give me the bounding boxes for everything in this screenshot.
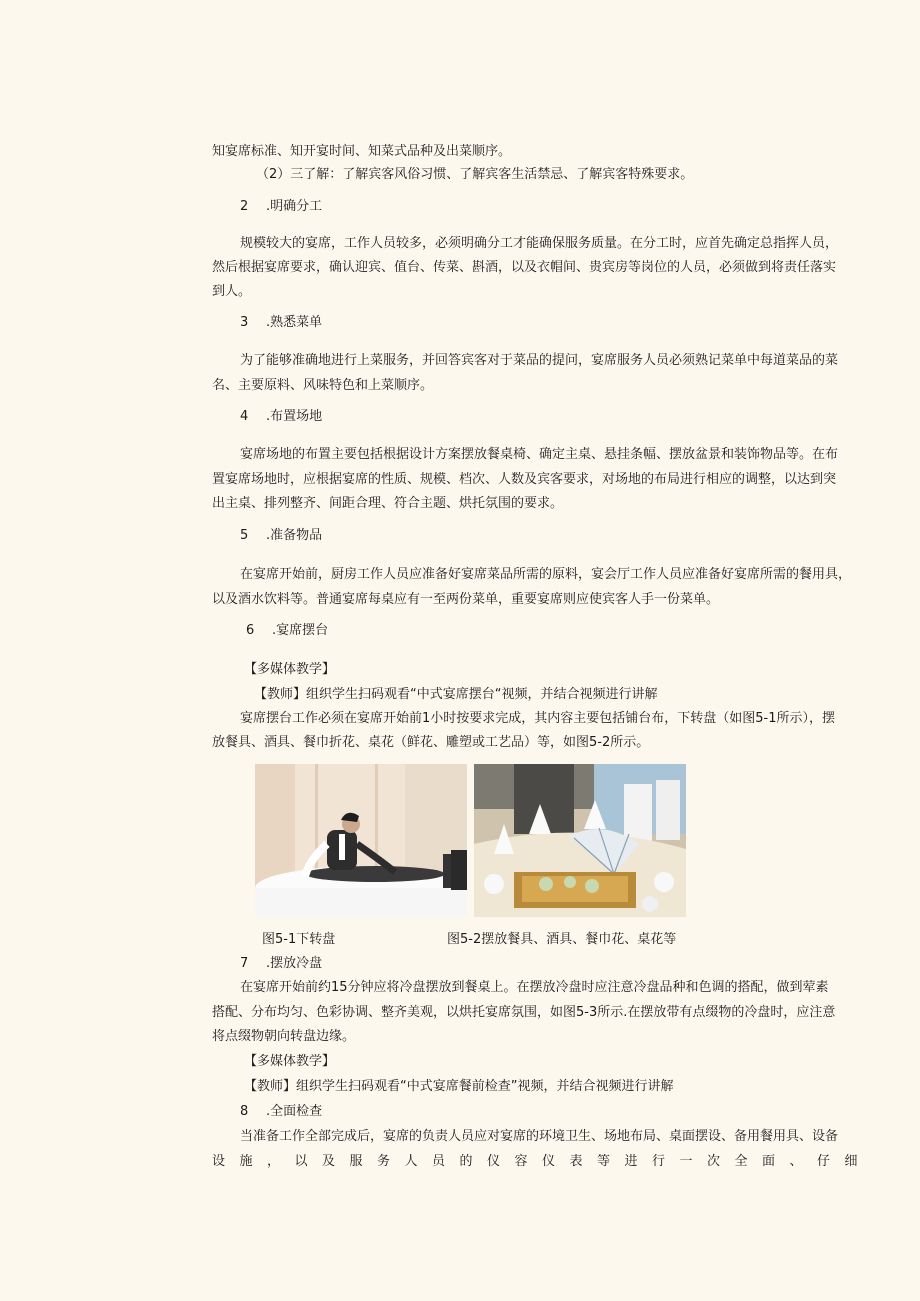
- text-line: 搭配、分布均匀、色彩协调、整齐美观，以烘托宴席氛围，如图5-3所示.在摆放带有点缀物的冷盘时，应注意: [212, 1005, 836, 1020]
- text-line: 宴席场地的布置主要包括根据设计方案摆放餐桌椅、确定主桌、悬挂条幅、摆放盆景和装饰物品等。在布: [240, 447, 839, 462]
- section-number: 8: [240, 1104, 249, 1119]
- section-title: .熟悉菜单: [266, 315, 323, 330]
- section-heading-5: [240, 527, 322, 545]
- text-line: 放餐具、酒具、餐巾折花、桌花（鲜花、雕塑或工艺品）等，如图5-2所示。: [212, 735, 650, 750]
- section-heading-4: [240, 408, 322, 426]
- section-heading-8: [240, 1103, 322, 1121]
- text-line: 在宴席开始前约15分钟应将冷盘摆放到餐桌上。在摆放冷盘时应注意冷盘品种和色调的搭配，做到荤素: [240, 980, 829, 995]
- section-heading-2: [240, 198, 322, 216]
- section-number: 5: [240, 528, 249, 543]
- section-number: 6: [246, 623, 255, 638]
- section-title: .明确分工: [266, 199, 323, 214]
- section-heading-6: [246, 622, 328, 640]
- text-line: 规模较大的宴席，工作人员较多，必须明确分工才能确保服务质量。在分工时，应首先确定总指挥人员，: [240, 236, 839, 251]
- text-line: 名、主要原料、风味特色和上菜顺序。: [212, 378, 434, 393]
- section-title: .全面检查: [266, 1104, 323, 1119]
- figure-5-1-image: [255, 764, 467, 917]
- section-title: .布置场地: [266, 409, 323, 424]
- multimedia-label: 【多媒体教学】: [244, 1054, 336, 1069]
- text-line: （2）三了解：了解宾客风俗习惯、了解宾客生活禁忌、了解宾客特殊要求。: [256, 167, 694, 182]
- multimedia-label: 【多媒体教学】: [244, 662, 336, 677]
- teacher-note: 【教师】组织学生扫码观看“中式宴席餐前检查”视频，并结合视频进行讲解: [244, 1079, 674, 1094]
- text-line: 为了能够准确地进行上菜服务，并回答宾客对于菜品的提问，宴席服务人员必须熟记菜单中每道菜品的菜: [240, 353, 839, 368]
- section-title: .摆放冷盘: [266, 956, 323, 971]
- section-title: .宴席摆台: [272, 623, 329, 638]
- text-line: 以及酒水饮料等。普通宴席每桌应有一至两份菜单，重要宴席则应使宾客人手一份菜单。: [212, 592, 720, 607]
- figure-5-2-caption: 图5-2摆放餐具、酒具、餐巾花、桌花等: [447, 932, 677, 947]
- text-line: 宴席摆台工作必须在宴席开始前1小时按要求完成，其内容主要包括铺台布，下转盘（如图5-1所示），摆: [240, 711, 836, 726]
- section-number: 2: [240, 199, 249, 214]
- section-title: .准备物品: [266, 528, 323, 543]
- text-line: 当准备工作全部完成后，宴席的负责人员应对宴席的环境卫生、场地布局、桌面摆设、备用餐用具、设备: [240, 1129, 839, 1144]
- teacher-note: 【教师】组织学生扫码观看“中式宴席摆台“视频，并结合视频进行讲解: [254, 687, 658, 702]
- text-line: 出主桌、排列整齐、间距合理、符合主题、烘托氛围的要求。: [212, 496, 564, 511]
- figure-5-2-image: [474, 764, 686, 917]
- section-heading-3: [240, 314, 322, 332]
- text-line: 置宴席场地时，应根据宴席的性质、规模、档次、人数及宾客要求，对场地的布局进行相应的调整，以达到突: [212, 472, 837, 487]
- section-number: 7: [240, 956, 249, 971]
- text-line: 设施，以及服务人员的仪容仪表等进行一次全面、仔细: [212, 1154, 873, 1169]
- figure-5-1-caption: 图5-1下转盘: [262, 932, 336, 947]
- text-line: 到人。: [212, 284, 252, 299]
- section-number: 4: [240, 409, 249, 424]
- text-line: 将点缀物朝向转盘边缘。: [212, 1029, 356, 1044]
- section-heading-7: [240, 955, 322, 973]
- text-line: 知宴席标准、知开宴时间、知菜式品种及出菜顺序。: [212, 144, 512, 159]
- section-number: 3: [240, 315, 249, 330]
- text-line: 在宴席开始前，厨房工作人员应准备好宴席菜品所需的原料，宴会厅工作人员应准备好宴席所需的餐用具，: [240, 567, 852, 582]
- text-line: 然后根据宴席要求，确认迎宾、值台、传菜、斟酒，以及衣帽间、贵宾房等岗位的人员，必须做到将责任落实: [212, 260, 837, 275]
